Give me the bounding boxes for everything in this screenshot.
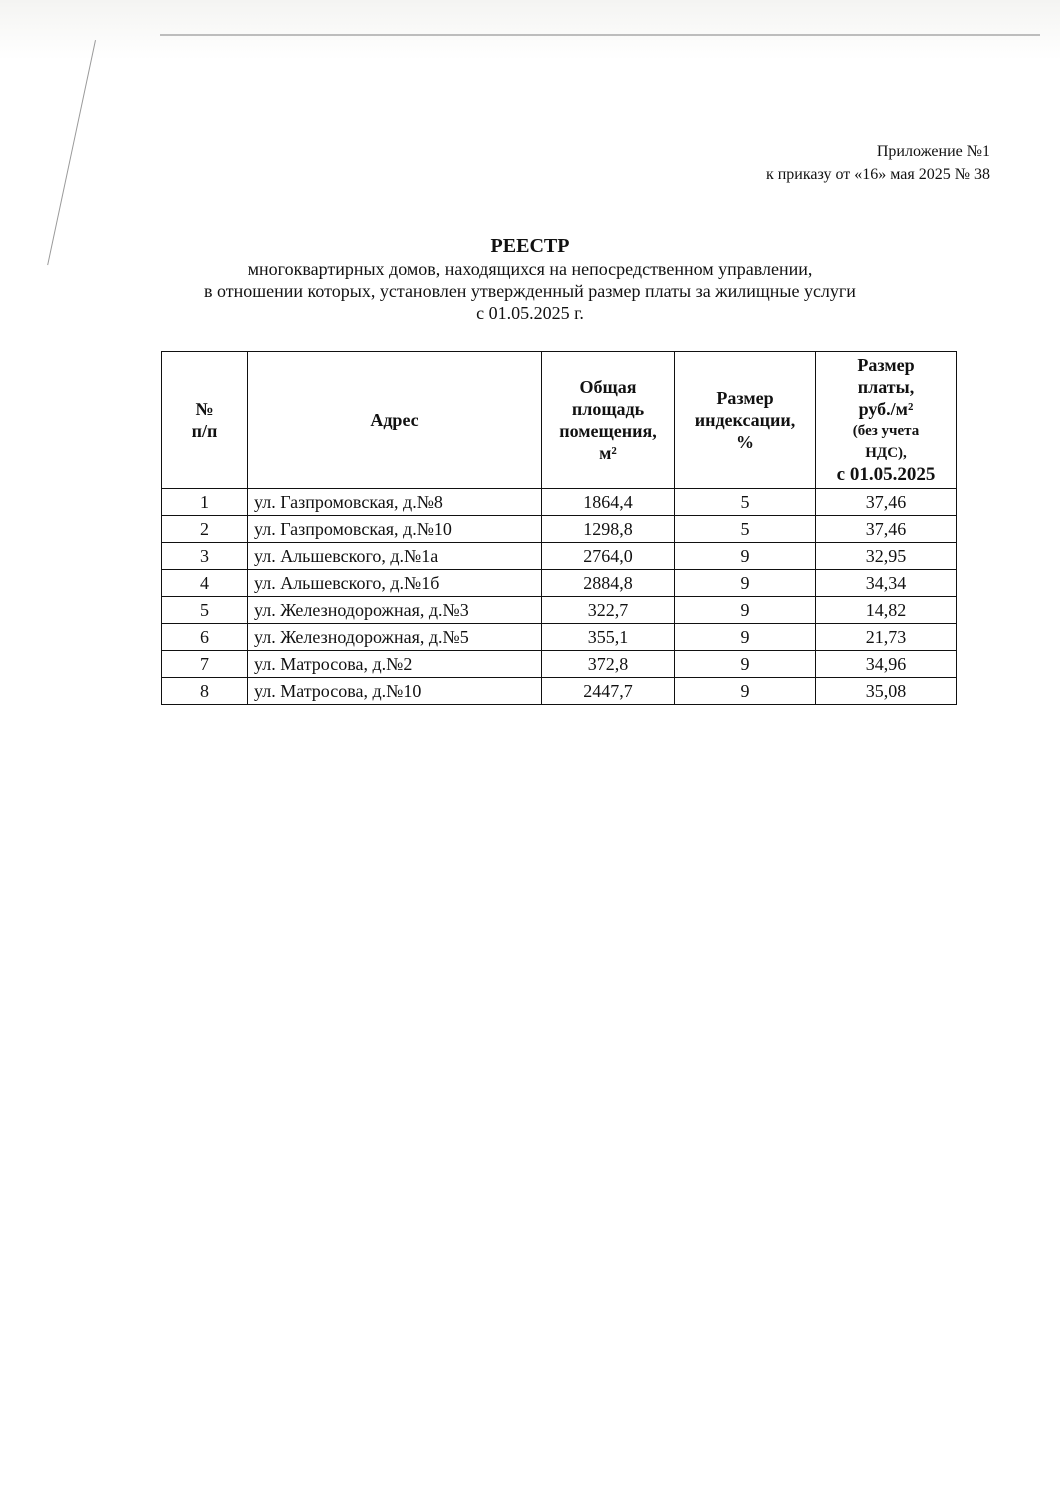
row-address: ул. Газпромовская, д.№10 (248, 516, 542, 543)
row-area: 2447,7 (542, 678, 675, 705)
row-number: 4 (162, 570, 248, 597)
row-indexation: 9 (675, 543, 816, 570)
row-address: ул. Матросова, д.№10 (248, 678, 542, 705)
row-address: ул. Железнодорожная, д.№3 (248, 597, 542, 624)
row-indexation: 9 (675, 624, 816, 651)
row-number: 7 (162, 651, 248, 678)
header-indexation-line: Размер (716, 388, 774, 408)
header-fee-line: НДС), (865, 445, 907, 461)
header-number-line: № (195, 399, 214, 419)
table-row (162, 489, 957, 516)
registry-table (161, 351, 957, 705)
row-area: 2764,0 (542, 543, 675, 570)
row-address: ул. Матросова, д.№2 (248, 651, 542, 678)
table-header-row (162, 352, 957, 489)
header-number (162, 352, 248, 489)
row-fee: 35,08 (816, 678, 957, 705)
row-fee: 37,46 (816, 489, 957, 516)
header-indexation-line: % (736, 432, 754, 452)
header-fee-line: (без учета (852, 423, 920, 439)
table-row (162, 651, 957, 678)
document-subtitle-line-2: в отношении которых, установлен утвержденный размер платы за жилищные услуги (204, 281, 856, 301)
row-fee: 14,82 (816, 597, 957, 624)
document-title-block (0, 234, 1060, 324)
row-indexation: 9 (675, 597, 816, 624)
annex-number: Приложение №1 (876, 143, 990, 160)
header-area-line: Общая (579, 377, 637, 397)
table-row (162, 678, 957, 705)
scan-edge (160, 34, 1040, 36)
row-number: 3 (162, 543, 248, 570)
table-row (162, 624, 957, 651)
row-indexation: 9 (675, 570, 816, 597)
row-fee: 37,46 (816, 516, 957, 543)
row-area: 1864,4 (542, 489, 675, 516)
row-address: ул. Альшевского, д.№1а (248, 543, 542, 570)
row-area: 2884,8 (542, 570, 675, 597)
table-row (162, 543, 957, 570)
header-address-label: Адрес (370, 410, 419, 430)
row-indexation: 5 (675, 516, 816, 543)
table-row (162, 570, 957, 597)
row-area: 372,8 (542, 651, 675, 678)
row-fee: 34,34 (816, 570, 957, 597)
header-indexation (675, 352, 816, 489)
row-indexation: 9 (675, 651, 816, 678)
row-area: 1298,8 (542, 516, 675, 543)
row-indexation: 9 (675, 678, 816, 705)
header-indexation-line: индексации, (694, 410, 796, 430)
header-fee-line: Размер (857, 355, 915, 375)
row-number: 5 (162, 597, 248, 624)
row-number: 1 (162, 489, 248, 516)
header-area-line: площадь (571, 399, 645, 419)
row-address: ул. Альшевского, д.№1б (248, 570, 542, 597)
scan-fold-line (47, 40, 96, 265)
row-fee: 21,73 (816, 624, 957, 651)
document-subtitle-date: с 01.05.2025 г. (476, 303, 584, 323)
row-number: 6 (162, 624, 248, 651)
header-fee (816, 352, 957, 489)
header-fee-line: с 01.05.2025 (836, 464, 936, 485)
annex-reference (766, 140, 990, 186)
header-number-line: п/п (191, 421, 218, 441)
document-title: РЕЕСТР (490, 235, 570, 257)
document-subtitle-line-1: многоквартирных домов, находящихся на непосредственном управлении, (247, 259, 813, 279)
header-area (542, 352, 675, 489)
header-area-line: м² (599, 443, 617, 463)
row-area: 355,1 (542, 624, 675, 651)
annex-order-reference: к приказу от «16» мая 2025 № 38 (765, 166, 990, 183)
row-area: 322,7 (542, 597, 675, 624)
row-address: ул. Газпромовская, д.№8 (248, 489, 542, 516)
row-fee: 32,95 (816, 543, 957, 570)
row-number: 8 (162, 678, 248, 705)
row-number: 2 (162, 516, 248, 543)
table-row (162, 516, 957, 543)
header-area-line: помещения, (559, 421, 657, 441)
header-fee-line: руб./м² (858, 399, 914, 419)
row-fee: 34,96 (816, 651, 957, 678)
table-row (162, 597, 957, 624)
header-fee-line: платы, (857, 377, 915, 397)
row-indexation: 5 (675, 489, 816, 516)
header-address (248, 352, 542, 489)
row-address: ул. Железнодорожная, д.№5 (248, 624, 542, 651)
